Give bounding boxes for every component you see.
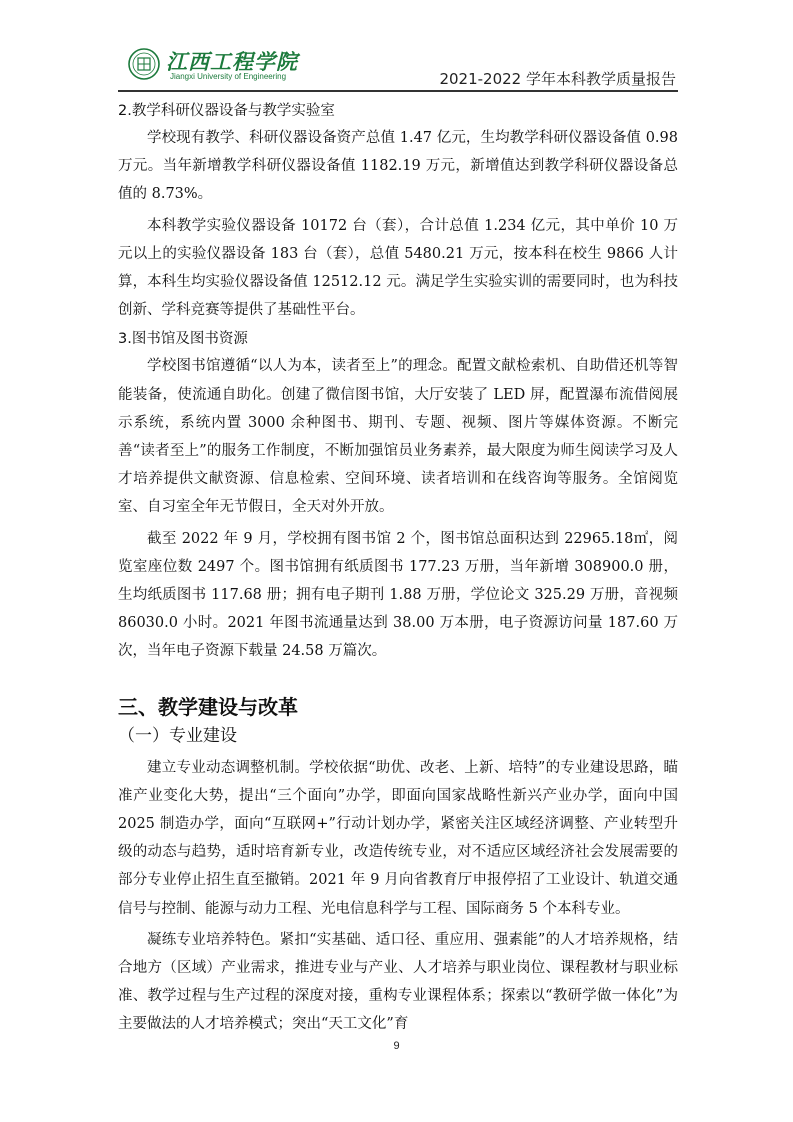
page-content bbox=[118, 96, 678, 1039]
report-title: 2021-2022 学年本科教学质量报告 bbox=[439, 70, 676, 88]
paragraph-equipment-1: 学校现有教学、科研仪器设备资产总值 1.47 亿元，生均教学科研仪器设备值 0.98 万元。当年新增教学科研仪器设备值 1182.19 万元，新增值达到教学科研仪器设备总值的 8.73%。 bbox=[118, 130, 678, 203]
heading-equipment: 2.教学科研仪器设备与教学实验室 bbox=[118, 103, 335, 119]
paragraph-library-1: 学校图书馆遵循“以人为本，读者至上”的理念。配置文献检索机、自助借还机等智能装备，使流通自助化。创建了微信图书馆，大厅安装了 LED 屏，配置瀑布流借阅展示系统，系统内置 3000 余种图书、期刊、专题、视频、图片等媒体资源。不断完善“读者至上”的服务工作制度，不断加强馆员业务素养，最大限度为师生阅读学习及人才培养提供文献资源、信息检索、空间环境、读者培训和在线咨询等服务。全馆阅览室、自习室全年无节假日，全天对外开放。 bbox=[118, 358, 678, 516]
page-number: 9 bbox=[393, 1040, 400, 1052]
paragraph-major-2: 凝练专业培养特色。紧扣“实基础、适口径、重应用、强素能”的人才培养规格，结合地方（区域）产业需求，推进专业与产业、人才培养与职业岗位、课程教材与职业标准、教学过程与生产过程的深度对接，重构专业课程体系；探索以“教研学做一体化”为主要做法的人才培养模式；突出“天工文化”育 bbox=[118, 931, 678, 1033]
university-logo-english: Jiangxi University of Engineering bbox=[170, 72, 287, 81]
university-logo-name: 江西工程学院 bbox=[166, 49, 298, 74]
paragraph-library-2: 截至 2022 年 9 月，学校拥有图书馆 2 个，图书馆总面积达到 22965.18㎡，阅览室座位数 2497 个。图书馆拥有纸质图书 177.23 万册，当年新增 308900.0 册，生均纸质图书 117.68 册；拥有电子期刊 1.88 万册，学位论文 325.29 万册，音视频 86030.0 小时。2021 年图书流通量达到 38.00 万本册，电子资源访问量 187.60 万次，当年电子资源下载量 24.58 万篇次。 bbox=[118, 530, 678, 660]
header-divider bbox=[118, 90, 678, 92]
university-emblem-icon bbox=[128, 48, 160, 80]
paragraph-equipment-2: 本科教学实验仪器设备 10172 台（套），合计总值 1.234 亿元，其中单价 10 万元以上的实验仪器设备 183 台（套），总值 5480.21 万元，按本科在校生 9866 人计算，本科生均实验仪器设备值 12512.12 元。满足学生实验实训的需要同时，也为科技创新、学科竞赛等提供了基础性平台。 bbox=[118, 217, 678, 319]
heading-library: 3.图书馆及图书资源 bbox=[118, 331, 248, 348]
paragraph-major-1: 建立专业动态调整机制。学校依据“助优、改老、上新、培特”的专业建设思路，瞄准产业变化大势，提出“三个面向”办学，即面向国家战略性新兴产业办学，面向中国 2025 制造办学，面向“互联网+”行动计划办学，紧密关注区域经济调整、产业转型升级的动态与趋势，适时培育新专业，改造传统专业，对不适应区域经济社会发展需要的部分专业停止招生直至撤销。2021 年 9 月向省教育厅申报停招了工业设计、轨道交通信号与控制、能源与动力工程、光电信息科学与工程、国际商务 5 个本科专业。 bbox=[118, 759, 678, 917]
page-header bbox=[118, 36, 678, 90]
subsection-heading: （一）专业建设 bbox=[118, 725, 237, 746]
section-heading: 三、教学建设与改革 bbox=[118, 694, 298, 719]
